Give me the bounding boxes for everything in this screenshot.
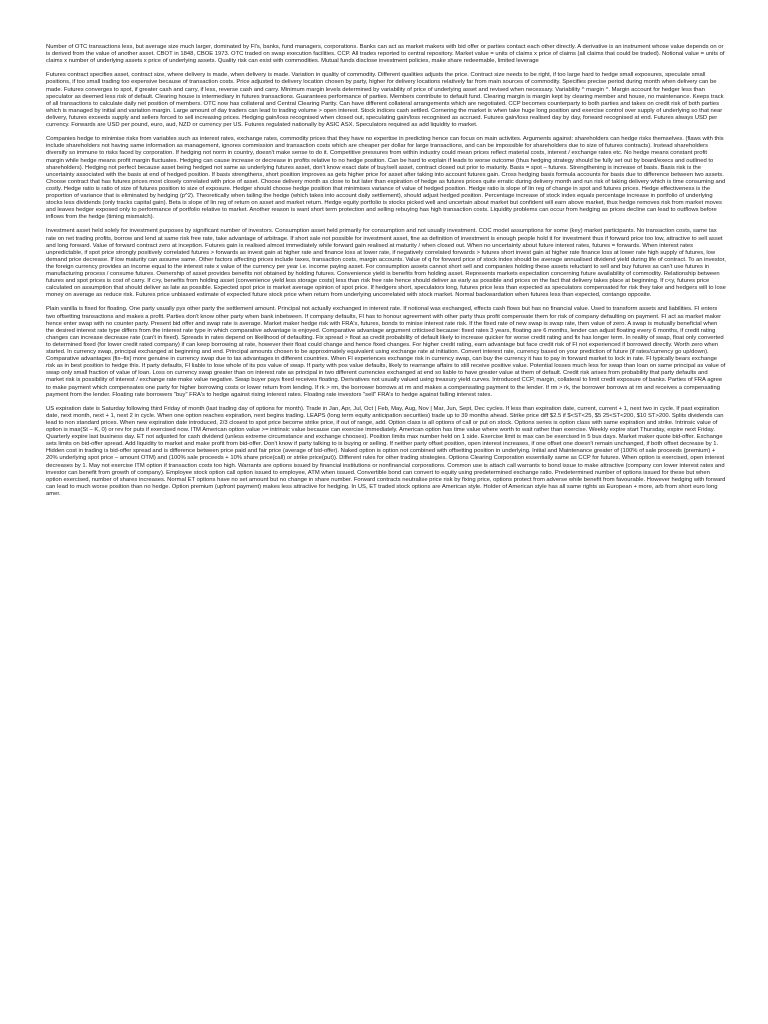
paragraph-forward-futures-pricing: Investment asset held solely for investment purposes by significant number of investors. Consumption asset held primarily for consumption and not usually investment. COC model assumptions for some (key) market participants. No transaction costs, same tax rate on net trading profits, borrow and lend at same risk free rate, take advantage of arbitrage. If short sale not possible for investment asset, fine as definition of investment is enough people hold it for investment thus if forward price too low, attractive to sell asset and long forward. Value of forward contract zero at inception. Futures gain is realised almost immediately while forward gain realised at maturity / when closed out. When no uncertainty about future interest rates, futures = forwards. When interest rates unpredictable, if spot price strongly positively correlated futures > forwards as invest gain at higher rate and finance loss at lower rate, if negatively correlated forwards > futures short invest gain at higher rate finance loss at lower rate high supply of futures, low demand price decrease. If low maturity can assume same. Other factors affecting prices include taxes, transaction costs, margin accounts. Value of q for forward price of stock index should be average annualised dividend yield during life of contract. To an investor, the foreign currency provides an income equal to the interest rate x value of the currency per year i.e. income paying asset. For consumption assets cannot short sell and companies holding these assets reluctant to sell and buy futures as can't use futures in manufacturing process / consume futures. Ownership of asset provides benefits not obtained by holding futures. Convenience yield is benefits from holding asset. Represents markets expectation concerning future availability of commodity. Relationship between futures and spot prices is cost of carry. If c>y, benefits from holding asset (convenience yield less storage costs) less than risk free rate hence should deliver as early as possible and prices on the fact that delivery takes place at beginning. If c<y, futures price calculated on assumption that should deliver as late as possible. Expected spot price is market average opinion of spot price. If hedgers short, speculators long, futures price less than expected as speculators compensated for risk they take and hedgers will to lose money on average as reduce risk. Futures price unbiased estimate of expected future stock price when return from underlying uncorrelated with stock market. Normal backwardation when futures less than expected, contango opposite. [46,228,726,299]
paragraph-otc-overview: Number of OTC transactions less, but average size much larger, dominated by FI's, banks, fund managers, corporations. Banks can act as market makers with bid offer or parties contact each other directly. A derivative is an instrument whose value depends on or is derived from the value of another asset. CBOT in 1848, CBOE 1973. OTC traded on swap execution facilities. CCP. All trades reported to central repository. Market value = units of claims x price of claims (all claims that could be traded). Notional value = units of claims x number of underlying assets x price of underlying assets. Quality risk can exist with commodities. Mutual funds disclose investment policies, make share redeemable, limited leverage [46,44,725,65]
paragraph-hedging: Companies hedge to minimise risks from variables such as interest rates, exchange rates, commodity prices that they have no expertise in predicting hence can focus on main activites. Arguments against: shareholders can hedge risks themselves. (flaws with this include shareholders not having same information as management, ignores commission and transaction costs which are cheaper per dollar for large transactions, and can be impossible for shareholders due to size of futures contracts). Instead shareholders diversify so immune to risks faced by corporation. If hedging not norm in country, doesn't make sense to do it. Competitive pressures from within industry could mean prices reflect material costs, interest / exchange rates etc. No hedge means constant profit margin while hedge means profit margin fluctuates. Hedging can cause increase or decrease in profits relative to no hedge position. Can be hard to explain if leads to worse outcome (thus hedging strategy should be fully set out by board/execs and outlined to shareholders). Hedging not perfect because asset being hedged not same as underlying futures asset, don't know exact date of buy/sell asset, contract closed out prior to maturity. Basis = spot – futures. Strengthening is increase of basis. Basis risk is the uncertainty associated with the basis at end of hedged position. If basis strengthens, short position improves as gets higher price for asset after taking into account futures gain. Cross hedging basis formula accounts for basis due to difference between two assets. Choose contract that has futures prices most closely correlated with price of asset. Choose delivery month as close to but later than expiration of hedge as futures prices quite erratic during delivery month and run risk of taking delivery which is time consuming and costly. Hedge ratio is ratio of size of futures position to size of exposure. Hedger should choose hedge position that minimises variance of value of hedged position. Hedge ratio is slope of lin reg of change in spot and futures prices. Hedge effectiveness is the proportion of variance that is eliminated by hedging (p^2). Theoretically when tailing the hedge (which takes into account daily settlement), should adjust hedged position. Percentage increase of stock index equals percentage increase in portfolio of underlying stocks less dividends (only tracks capital gain). Beta is slope of lin reg of return on asset and market return. Hedge equity portfolio is stocks picked well and uncertain about market but confident will earn above market, thus hedge removes risk from market moves and leaves hedger exposed only to performance of portfolio relative to market. Another reason is want short term protection and selling rebuying has high transaction costs. Liquidity problems can occur from hedging as prices decline can lead to outflows before inflows from the hedge (timing mismatch). [46,136,726,221]
notes-document [46,44,726,505]
paragraph-swaps: Plain vanilla is fixed for floating. One party usually pys other party the settlement amount. Principal not actually exchanged in interest rate. If notional was exchanged, effects cash flows but has no financial value. Used to transform assets and liabilities. FI enters two offsetting transactions and makes a profit. Parties don't know other party when bank inbetween. If company defaults, FI has to honour agreement with other party thus profit compensate them for risk of company defaulting on payment. FI act as market maker hence enter swap with no counter party. Present bid offer and swap rate is average. Market maker hedge risk with FRA's, futures, bonds to minise interest rate risk. If the fixed rate of new swap is swap rate, then value of zero. A swap is mutually beneficial when the desired interest rate type differs from the interest rate type in which comparative advantage is enjoyed. Comparative advantage argument criticised because: fixed rates 3 years, floating are 6 months, lender can adjust floating every 6 months, if credit rating changes can increase decrease rate (can't in fixed). Spreads in rates depend on likelihood of defaulting. Fix spread > float as credit probability of default likely to increase quicker for worse credit rating and fix has longer term. In reality of swap, float only converted to determined fixed (for lower credit rated company) if can keep borrowing at rate, however their float could change and hence fixed changes. For higher credit rating, earn advantage but face credit risk of FI not experienced if borrowed directly. Worth zero when started. In currency swap, principal exchanged at beginning and end. Principal amounts chosen to be approximately equivalent using exchange rate at initiation. Convert interest rate, currency based on your prediction of future (if rates/currency go up/down). Comparative advantages (fix–fix) more genuine in currency swap due to tax advantages in different countries. When FI experiences exchange risk in currency swap, can buy the currency it has to pay in forward market to lock in rate. FI typically bears exchange risk as in best position to hedge this. If party defaults, FI liable to lose whole of its pos value of swap. If party with pos value defaults, likely to rearrange affairs to still receive positive value. Potential losses much less for swap than loan on same principal as value of swap only small fraction of value of loan. Loss on currency swap greater than on interest rate as principal in two different currencies exchanged at end so liable to have greater value at them of default. Credit risk arises from probability that party defaults and market risk is possibility of interest / exchange rate make value negative. Swap buyer pays fixed receives floating. Derivatives not usually valued using treasury yield curves. Introduced CCP, margin, collateral to limit credit exposure of banks. Parties of FRA agree to make payment which compensates one party for higher borrowing costs or lower return from lending. If rk > rm, the borrower borrows at rm and makes a compensating payment to the lender. If rm > rk, the borrower borrows at rm and receives a compensating payment from the lender. Floating rate borrowers "buy" FRA's to hedge against rising interest rates. Floating rate investors "sell" FRA's to hedge against falling interest rates. [46,306,726,398]
paragraph-futures-contracts: Futures contract specifies asset, contract size, where delivery is made, when delivery is made. Variation in quality of commodity. Different qualities adjusts the price. Contract size needs to be right, if too large hard to hedge small exposures, speculate small positions, if too small trading too expensive because of transaction costs. Price adjusted to delivery location chosen by party, higher for delivery locations relatively far from main sources of commodity. Specifies precise period during month when delivery can be made. Futures converges to spot, if greater cash and carry, if less, reverse cash and carry. Minimum margin levels determined by variability of price of underlying asset and revised when necessary. Variability ^ margin ^. Margin account for hedger less than speculator as deemed less risk of default. Clearing house is intermediary in futures transactions. Guarantees performance of parties. Members contribute to default fund. Clearing margin is margin kept by clearing member and house, no maintenance. Keeps track of all transactions to calculate daily net position of members. OTC now has collateral and Central Clearing Partty. Can have different collateral arrangements which are negotiated. CCP becomes counterparty to both parties and takes on credit risk of both parties which is managed by initial and variation margin. Large amount of day traders can lead to trading volume > open interest. Stock indices cash settled. Cornering the market is when take huge long position and exercise control over supply of underlying so that near delivery, futures exceeds supply and sellers forced to sell increasing prices. Hedging gain/loss recognised when closed out, speculating gain/loss recognised as accrued. Futures gain/loss realised day by day, forward recognised at end. Futures always USD per currency. Forwards are USD per pound, euro, aud, NZD or currency per US. Futures regulated nationally by ASIC ASX. Speculators required as add liquidity to market. [46,72,724,129]
paragraph-options: US expiration date is Saturday following third Friday of month (last trading day of options for month). Trade in Jan, Apr, Jul, Oct | Feb, May, Aug, Nov | Mar, Jun, Sept, Dec cycles. If less than expiration date, current, current + 1, next two in cycle. If past expiration date, next month, next + 1, next 2 in cycle. When one option reaches expiration, next begins trading. LEAPS (long term equity anticipation securities) trade up to 39 months ahead. Strike price diff $2.5 if $<ST<25, $5 25<ST<200, $10 ST>200. Splits dividends can lead to non standard prices. When new expiration date introduced, 2/3 closest to spot price become strike price, if out of range, add. Option class is all options of call or put on stock. Options series is option class with same expiration and strike. Intrinsic value of option is max(St – K, 0) or rev for puts if exercised now. ITM American option value >= intrinsic value because can exercise immediately. American option has time value where worth to wait rather than exercise. Weekly expire start Thursday, expire next Friday. Quarterly expire last business day. ET not adjusted for cash dividend (unless extreme circumstance and exchange chooses). Position limits max number held on 1 side. Exercise limit is max can be exercised in 5 bus days. Market maker quote bid-offer. Exchange sets limits on bid-offer spread. Add liquidity to market and make profit from bid-offer. Don't know if party talking to is buying or selling. If neither party offset position, open interest increases, if one offset one doesn't remain unchanged, if both offset decrease by 1. Hidden cost in trading is bid-offer spread and is difference between price paid and fair price (average of bid-offer). Naked option is option not combined with offsetting position in underlying. Initial and Maintenance greater of (100% of sale proceeds (premium) + 20% underlying spot price – amount OTM) and (100% sale proceeds + 10% share price(call) or strike price(put)). Different rules for other trading strategies. Options Clearing Corporation essentially same as CCP for futures. When option is exercised, open interest decreases by 1. May not exercise ITM option if transaction costs too high. Warrants are options issued by financial institutions or nonfinancial corporations. Common use is attach call warrants to bond issue to make attractive (company con lower interest rates and investor can benefit from growth of company). Employee stock option call option issued to employee, ATM when issued. Convertible bond can convert to equity using predetermined exchange ratio. Predetermined number of options issued for these but when option exercised, number of shares increases. Normal ET options have no set amount but no change in share number. Forward contracts neutralise price risk by fixing price, options protect from adverse while benefit from favourable. However hedging with forward can lead to much worse position than no hedge. Option premium (upfront payment) makes less attractive for hedging. In US, ET traded stock options are American style. Holder of American style has all same rights as European + more, arb from short euro long amer. [46,405,726,497]
